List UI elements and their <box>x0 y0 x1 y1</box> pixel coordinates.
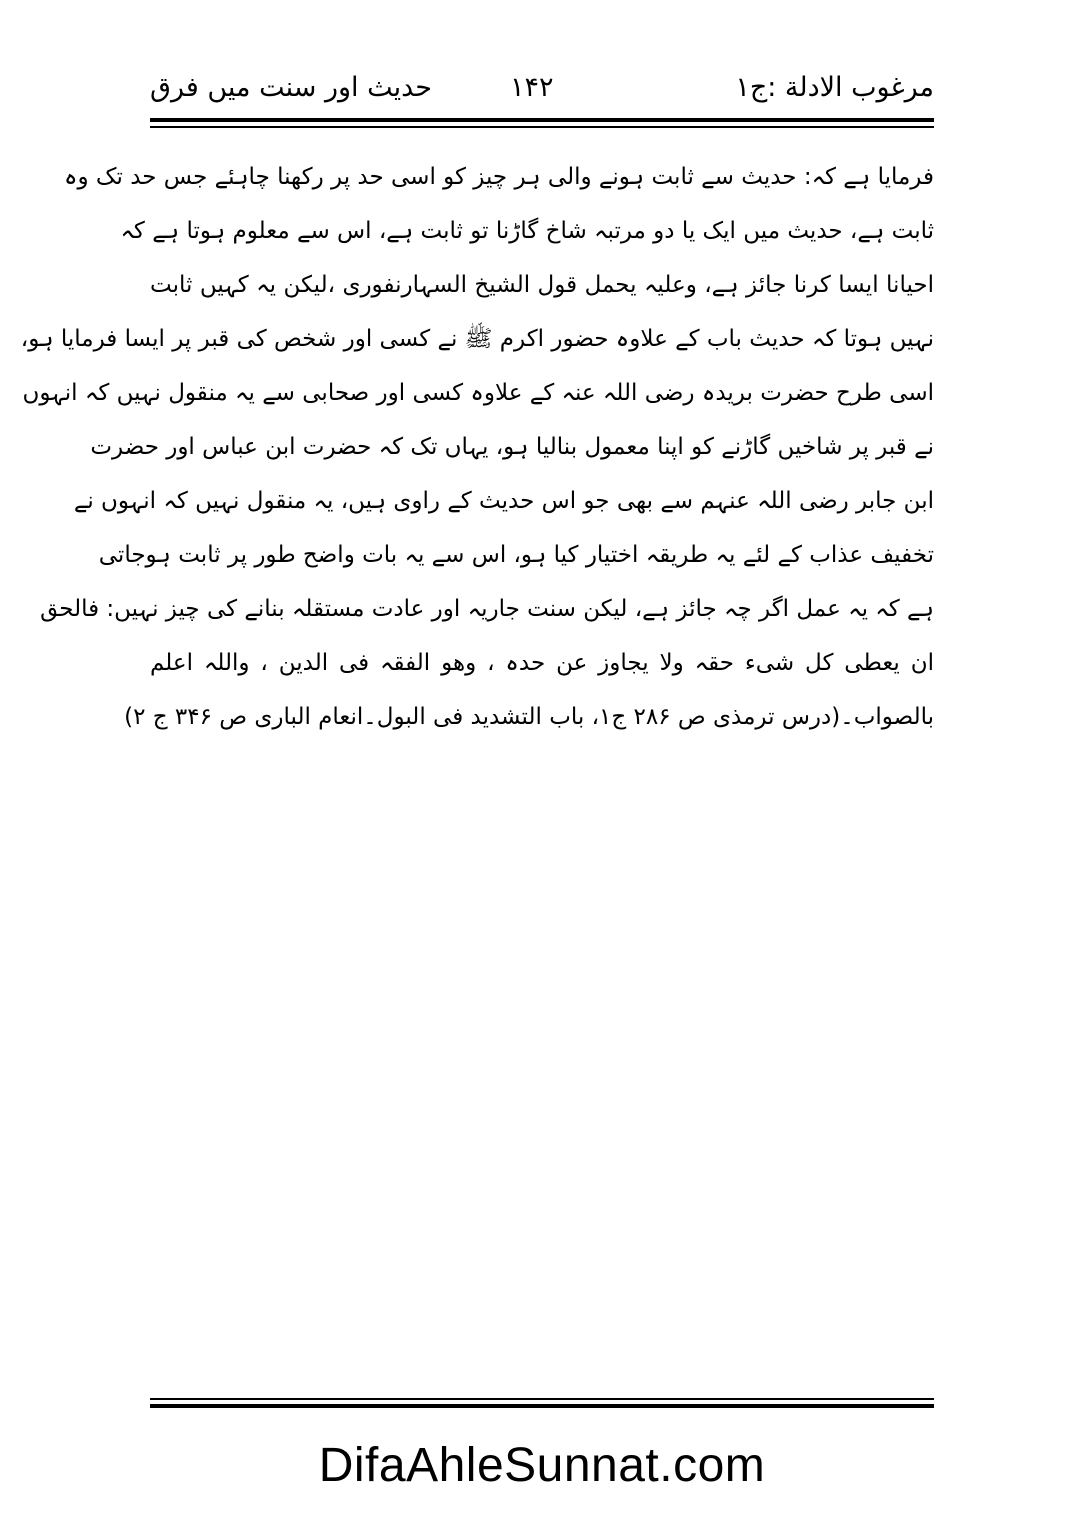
body-line: ابن جابر رضی اللہ عنہم سے بھی جو اس حدیث کے راوی ہیں، یہ منقول نہیں کہ انہوں نے <box>73 488 934 514</box>
body-line: فرمایا ہے کہ: حدیث سے ثابت ہونے والی ہر چیز کو اسی حد پر رکھنا چاہئے جس حد تک وہ <box>64 164 934 190</box>
body-line: اسی طرح حضرت بریدہ رضی اللہ عنہ کے علاوہ کسی اور صحابی سے یہ منقول نہیں کہ انہوں <box>22 380 934 406</box>
body-line: نے قبر پر شاخیں گاڑنے کو اپنا معمول بنالیا ہو، یہاں تک کہ حضرت ابن عباس اور حضرت <box>90 434 934 460</box>
footer-rule-thick <box>150 1404 934 1408</box>
body-line: نہیں ہوتا کہ حدیث باب کے علاوہ حضور اکرم ﷺ نے کسی اور شخص کی قبر پر ایسا فرمایا ہو، <box>20 326 934 352</box>
body-line: ثابت ہے، حدیث میں ایک یا دو مرتبہ شاخ گاڑنا تو ثابت ہے، اس سے معلوم ہوتا ہے کہ <box>120 218 934 244</box>
chapter-topic: حدیث اور سنت میں فرق <box>150 72 432 103</box>
book-title: مرغوب الادلة :ج۱ <box>735 72 934 103</box>
body-line: ہے کہ یہ عمل اگر چہ جائز ہے، لیکن سنت جاریہ اور عادت مستقلہ بنانے کی چیز نہیں: فالحق <box>40 596 934 622</box>
body-line: تخفیف عذاب کے لئے یہ طریقہ اختیار کیا ہو، اس سے یہ بات واضح طور پر ثابت ہوجاتی <box>98 542 934 568</box>
header-rule-thin <box>150 126 934 128</box>
body-line: ان یعطی کل شیء حقہ ولا یجاوز عن حدہ ، وھو الفقہ فی الدین ، واللہ اعلم <box>150 650 934 676</box>
footer-rule-thin <box>150 1398 934 1400</box>
body-line-citation: بالصواب۔(درس ترمذی ص ۲۸۶ ج۱، باب التشدید فی البول۔انعام الباری ص ۳۴۶ ج ۲) <box>124 704 934 730</box>
page-header <box>150 68 934 116</box>
header-rule-thick <box>150 118 934 122</box>
body-line: احیانا ایسا کرنا جائز ہے، وعلیہ یحمل قول الشیخ السہارنفوری ،لیکن یہ کہیں ثابت <box>150 272 934 298</box>
page-number: ۱۴۲ <box>510 72 554 103</box>
body-paragraph <box>20 150 934 744</box>
footer-website: DifaAhleSunnat.com <box>318 1439 766 1492</box>
